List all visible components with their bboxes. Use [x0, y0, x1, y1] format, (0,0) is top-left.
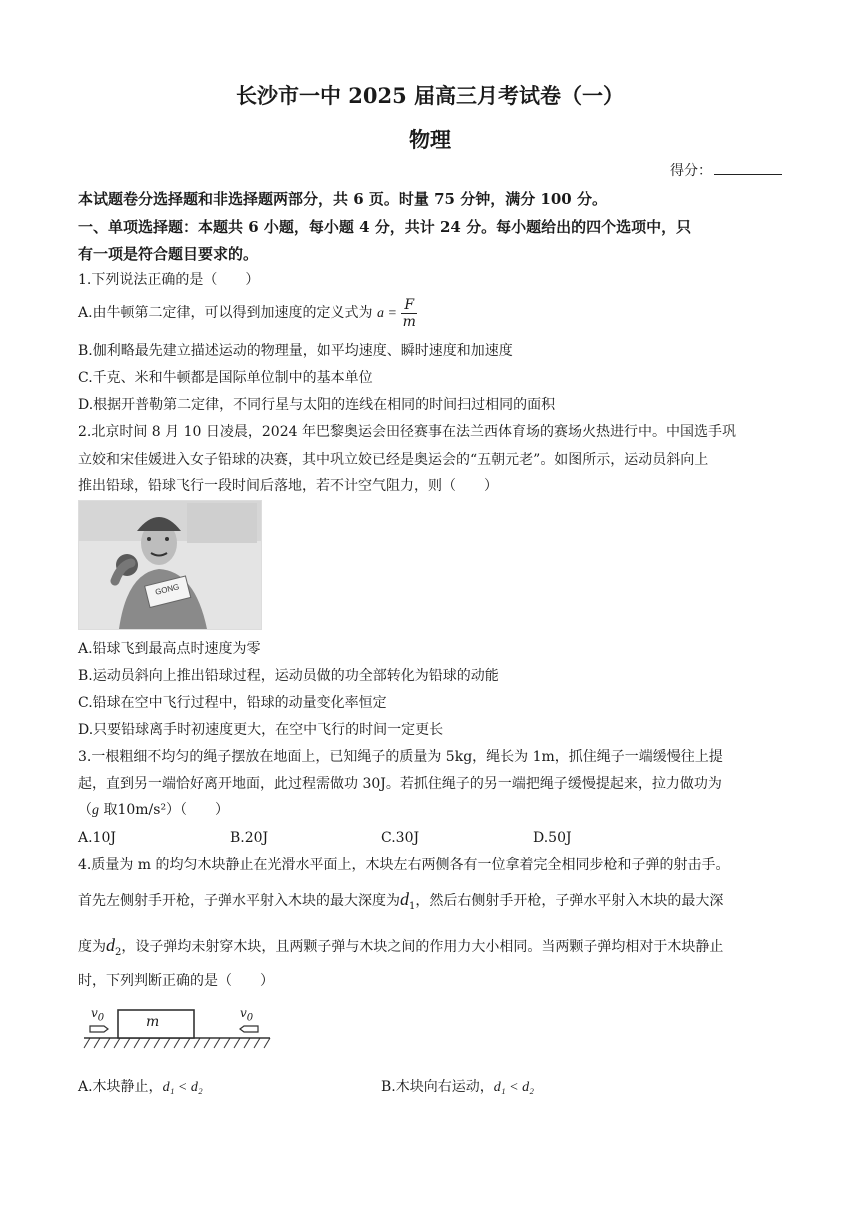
score-label: 得分： [670, 163, 712, 179]
q1-option-c: C.千克、米和牛顿都是国际单位制中的基本单位 [78, 370, 373, 386]
q4-stem-line2 [78, 888, 723, 918]
q4-option-b-text: B.木块向右运动， [381, 1079, 494, 1095]
left-velocity-symbol: v [91, 1006, 98, 1020]
q3-option-d: D.50J [533, 830, 572, 846]
q4-block-diagram [82, 1002, 272, 1054]
exam-intro: 本试题卷分选择题和非选择题两部分，共 6 页。时量 75 分钟，满分 100 分。 [78, 190, 607, 208]
q4-option-a-relation: d₁ < d₂ [162, 1080, 203, 1095]
q1-option-a [78, 296, 417, 331]
q2-stem-line1: 2.北京时间 8 月 10 日凌晨，2024 年巴黎奥运会田径赛事在法兰西体育场的赛场火热进行中。中国选手巩 [78, 424, 736, 440]
q3-stem-line1: 3.一根粗细不均匀的绳子摆放在地面上，已知绳子的质量为 5kg，绳长为 1m，抓住绳子一端缓慢往上提 [78, 749, 723, 765]
q1-formula-denominator: m [402, 313, 416, 330]
subject-title: 物理 [409, 127, 451, 152]
q2-option-d: D.只要铅球离手时初速度更大，在空中飞行的时间一定更长 [78, 722, 444, 738]
section1-heading-line2: 有一项是符合题目要求的。 [78, 245, 259, 263]
q3-gravity-value: 取10m/s²）（ ） [103, 802, 230, 818]
q1-stem: 1.下列说法正确的是（ ） [78, 272, 260, 288]
q3-option-c: C.30J [381, 830, 420, 846]
q1-option-b: B.伽利略最先建立描述运动的物理量，如平均速度、瞬时速度和加速度 [78, 343, 513, 359]
q4-stem-line4: 时，下列判断正确的是（ ） [78, 973, 274, 989]
q1-formula-numerator: F [401, 297, 417, 314]
q2-stem-line2: 立姣和宋佳媛进入女子铅球的决赛，其中巩立姣已经是奥运会的“五朝元老”。如图所示，运动员斜向上 [78, 452, 709, 468]
q4-option-a [78, 1076, 203, 1099]
score-blank [714, 162, 782, 175]
q4-d2-symbol: d [106, 935, 115, 955]
athlete-bib-text: GONG [154, 582, 181, 597]
q2-option-c: C.铅球在空中飞行过程中，铅球的动量变化率恒定 [78, 695, 387, 711]
section1-heading-line1: 一、单项选择题：本题共 6 小题，每小题 4 分，共计 24 分。每小题给出的四个选项中，只 [78, 218, 692, 236]
q3-stem-line2: 起，直到另一端恰好离开地面，此过程需做功 30J。若抓住绳子的另一端把绳子缓慢提起来，拉力做功为 [78, 776, 722, 792]
exam-title: 长沙市一中 2025 届高三月考试卷（一） [235, 83, 625, 108]
right-bullet-velocity-label [240, 1006, 253, 1023]
q4-stem-line2-a: 首先左侧射手开枪，子弹水平射入木块的最大深度为 [78, 893, 400, 909]
q2-option-b: B.运动员斜向上推出铅球过程，运动员做的功全部转化为铅球的动能 [78, 668, 499, 684]
q4-stem-line3 [78, 934, 723, 964]
q3-option-b: B.20J [230, 830, 269, 846]
q4-option-b-relation: d₁ < d₂ [493, 1080, 534, 1095]
q4-stem-line3-a: 度为 [78, 939, 106, 955]
q3-stem-line3: （g 取10m/s²）（ ） [78, 802, 230, 818]
q4-stem-line3-b: ，设子弹均未射穿木块，且两颗子弹与木块之间的作用力大小相同。当两颗子弹均相对于木块静止 [121, 939, 724, 955]
left-velocity-subscript: 0 [97, 1012, 105, 1024]
q4-d2-subscript: 2 [115, 946, 122, 958]
right-velocity-symbol: v [240, 1006, 247, 1020]
score-field [670, 162, 782, 180]
q1-option-d: D.根据开普勒第二定律，不同行星与太阳的连线在相同的时间扫过相同的面积 [78, 397, 556, 413]
q1-formula-lhs: a = [377, 306, 397, 321]
q1-formula-fraction [401, 297, 417, 330]
q3-gravity-symbol: g [92, 803, 99, 818]
athlete-illustration [79, 501, 261, 629]
q4-option-a-text: A.木块静止， [78, 1079, 163, 1095]
q4-stem-line2-b: ，然后右侧射手开枪，子弹水平射入木块的最大深 [415, 893, 724, 909]
q2-option-a: A.铅球飞到最高点时速度为零 [78, 641, 261, 657]
q2-stem-line3: 推出铅球，铅球飞行一段时间后落地，若不计空气阻力，则（ ） [78, 478, 498, 494]
shot-put-athlete-photo [78, 500, 262, 630]
left-bullet-velocity-label [91, 1006, 104, 1023]
q4-option-b [381, 1076, 534, 1099]
q1-option-a-text: A.由牛顿第二定律，可以得到加速度的定义式为 [78, 305, 373, 321]
right-velocity-subscript: 0 [246, 1012, 254, 1024]
q3-option-a: A.10J [78, 830, 116, 846]
block-mass-label: m [146, 1014, 160, 1030]
q4-d1-symbol: d [400, 889, 409, 909]
q4-stem-line1: 4.质量为 m 的均匀木块静止在光滑水平面上，木块左右两侧各有一位拿着完全相同步枪和子弹的射击手。 [78, 857, 730, 873]
q4-d1-subscript: 1 [409, 900, 416, 912]
